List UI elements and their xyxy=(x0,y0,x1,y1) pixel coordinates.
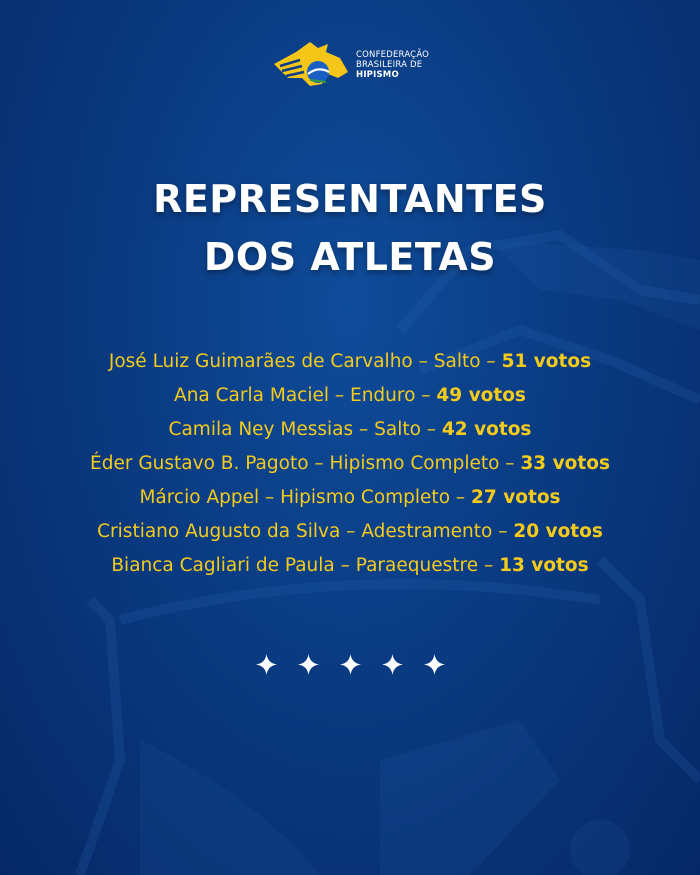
list-item xyxy=(0,481,700,515)
logo-wordmark xyxy=(356,50,429,80)
representatives-list xyxy=(0,345,700,583)
cbh-logo xyxy=(270,38,440,92)
logo-line-3: HIPISMO xyxy=(356,70,399,80)
star-divider xyxy=(0,654,700,675)
representative-entry: Cristiano Augusto da Silva – Adestramento – xyxy=(97,521,514,542)
vote-count: 20 votos xyxy=(513,521,603,542)
list-item xyxy=(0,447,700,481)
representative-entry: Márcio Appel – Hipismo Completo – xyxy=(139,487,472,508)
logo-line-1: CONFEDERAÇÃO xyxy=(356,50,430,60)
title-line-1: REPRESENTANTES xyxy=(153,177,547,221)
vote-count: 13 votos xyxy=(499,555,589,576)
vote-count: 49 votos xyxy=(436,385,526,406)
vote-count: 51 votos xyxy=(501,351,592,372)
four-point-star-icon xyxy=(382,654,403,675)
representative-entry: Bianca Cagliari de Paula – Paraequestre – xyxy=(111,555,500,576)
page-title xyxy=(0,170,700,286)
four-point-star-icon xyxy=(298,654,319,675)
list-item xyxy=(0,549,700,583)
four-point-star-icon xyxy=(424,654,445,675)
list-item xyxy=(0,345,700,379)
representative-entry: José Luiz Guimarães de Carvalho – Salto – xyxy=(108,351,502,372)
horse-head-logo-icon xyxy=(270,38,352,92)
vote-count: 42 votos xyxy=(441,419,532,440)
representative-entry: Éder Gustavo B. Pagoto – Hipismo Completo – xyxy=(90,453,521,474)
vote-count: 33 votos xyxy=(520,453,610,474)
logo-line-2: BRASILEIRA DE xyxy=(356,60,423,70)
vote-count: 27 votos xyxy=(471,487,561,508)
representative-entry: Ana Carla Maciel – Enduro – xyxy=(174,385,437,406)
list-item xyxy=(0,379,700,413)
four-point-star-icon xyxy=(256,654,277,675)
list-item xyxy=(0,413,700,447)
list-item xyxy=(0,515,700,549)
title-line-2: DOS ATLETAS xyxy=(203,235,497,279)
four-point-star-icon xyxy=(340,654,361,675)
representative-entry: Camila Ney Messias – Salto – xyxy=(168,419,442,440)
